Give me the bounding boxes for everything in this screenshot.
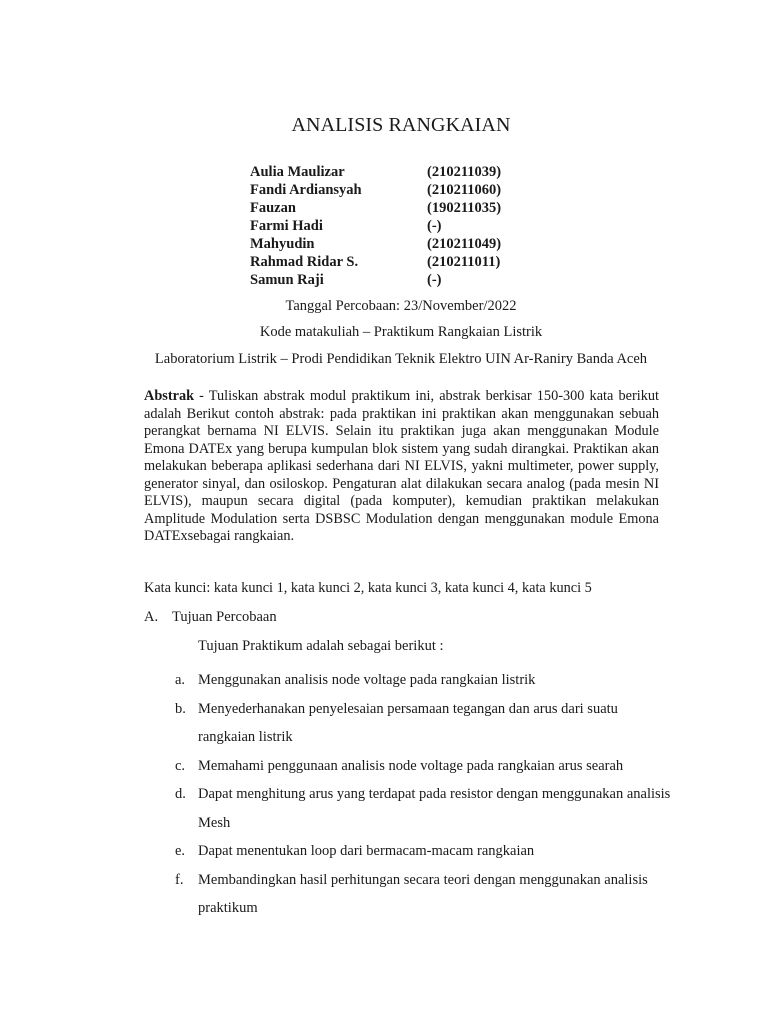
author-row — [250, 253, 550, 271]
section-intro: Tujuan Praktikum adalah sebagai berikut : — [198, 638, 444, 654]
list-item-text: Dapat menghitung arus yang terdapat pada resistor dengan menggunakan analisis Mesh — [198, 786, 671, 831]
list-item — [175, 780, 675, 837]
list-item — [175, 666, 675, 695]
list-item — [175, 866, 675, 923]
author-name: Samun Raji — [250, 272, 324, 288]
author-list — [250, 163, 550, 289]
author-row — [250, 235, 550, 253]
author-name: Rahmad Ridar S. — [250, 254, 359, 270]
author-id: (-) — [427, 218, 442, 234]
author-id: (-) — [427, 272, 442, 288]
list-item-text: Dapat menentukan loop dari bermacam-macam rangkaian — [198, 843, 535, 859]
author-id: (210211011) — [427, 254, 501, 270]
list-marker: c. — [175, 757, 186, 774]
abstract-paragraph — [144, 388, 659, 546]
author-row — [250, 199, 550, 217]
author-name: Fandi Ardiansyah — [250, 182, 362, 198]
author-row — [250, 181, 550, 199]
list-item-text: Memahami penggunaan analisis node voltage pada rangkaian arus searah — [198, 757, 624, 774]
document-title: ANALISIS RANGKAIAN — [291, 114, 511, 136]
author-id: (210211039) — [427, 164, 502, 180]
list-marker: d. — [175, 786, 186, 802]
list-marker: f. — [175, 871, 184, 888]
list-item-text: Membandingkan hasil perhitungan secara teori dengan menggunakan analisis praktikum — [198, 871, 648, 916]
author-name: Fauzan — [250, 200, 296, 216]
list-item — [175, 752, 675, 781]
list-item-text: Menyederhanakan penyelesaian persamaan tegangan dan arus dari suatu rangkaian listrik — [198, 700, 618, 745]
course-code: Kode matakuliah – Praktikum Rangkaian Listrik — [259, 324, 543, 340]
experiment-date: Tanggal Percobaan: 23/November/2022 — [285, 298, 517, 314]
abstract-label: Abstrak — [144, 388, 195, 404]
author-name: Aulia Maulizar — [250, 164, 345, 180]
section-title: Tujuan Percobaan — [172, 609, 277, 625]
list-item-text: Menggunakan analisis node voltage pada rangkaian listrik — [198, 672, 536, 688]
author-id: (210211049) — [427, 236, 502, 252]
list-item — [175, 695, 675, 752]
author-row — [250, 271, 550, 289]
laboratory-name: Laboratorium Listrik – Prodi Pendidikan Teknik Elektro UIN Ar-Raniry Banda Aceh — [154, 351, 648, 367]
list-item — [175, 837, 675, 866]
keywords-line: Kata kunci: kata kunci 1, kata kunci 2, kata kunci 3, kata kunci 4, kata kunci 5 — [144, 580, 592, 596]
list-marker: e. — [175, 843, 186, 859]
author-row — [250, 217, 550, 235]
author-id: (210211060) — [427, 182, 502, 198]
section-letter: A. — [144, 609, 159, 625]
list-marker: b. — [175, 700, 186, 717]
author-name: Mahyudin — [250, 236, 315, 252]
author-name: Farmi Hadi — [250, 218, 323, 234]
list-marker: a. — [175, 672, 186, 688]
author-id: (190211035) — [427, 200, 502, 216]
objectives-list — [175, 666, 675, 923]
abstract-text: - Tuliskan abstrak modul praktikum ini, abstrak berkisar 150-300 kata berikut adalah Berikut contoh abstrak: pada praktikan ini praktikan akan menggunakan sebuah perangkat bernama NI ELVIS. Selain itu praktikan juga akan menggunakan Module Emona DATEx yang berupa kumpulan blok sistem yang sudah dirangkai. Praktikan akan melakukan beberapa aplikasi sederhana dari NI ELVIS, yakni multimeter, power supply, generator sinyal, dan osiloskop. Pengaturan alat dilakukan secara analog (pada mesin NI ELVIS), maupun secara digital (pada komputer), kemudian praktikan melakukan Amplitude Modulation serta DSBSC Modulation dengan menggunakan module Emona DATExsebagai rangkaian. — [144, 388, 659, 544]
author-row — [250, 163, 550, 181]
